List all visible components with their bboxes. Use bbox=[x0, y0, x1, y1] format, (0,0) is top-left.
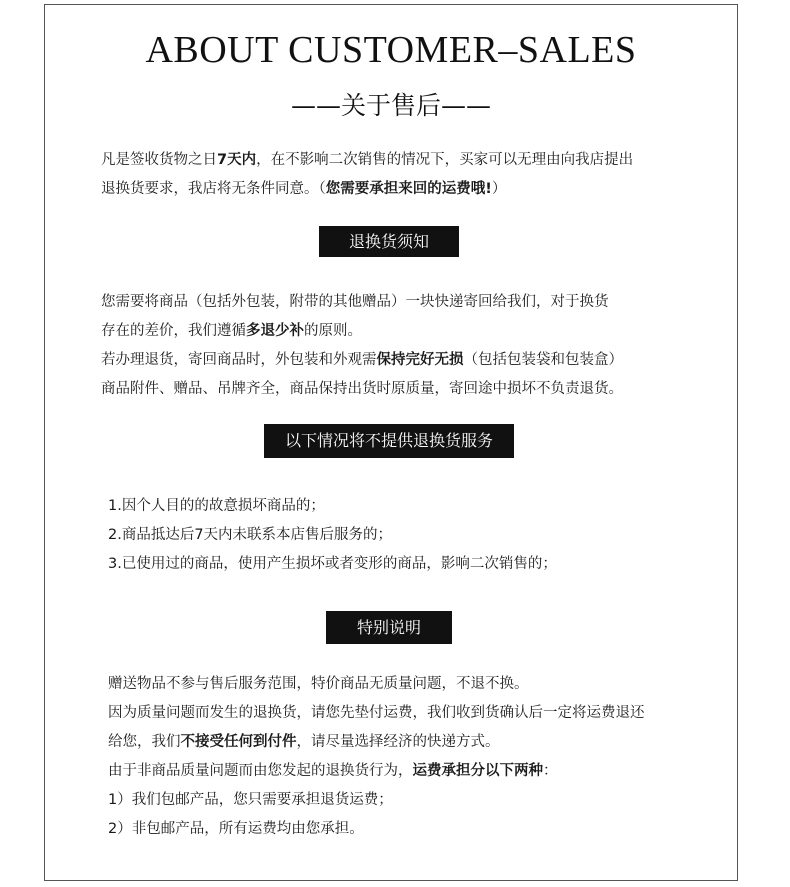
intro-highlight: 7天内 bbox=[217, 152, 257, 168]
body-text: 给您，我们 bbox=[108, 734, 181, 750]
list-item: 2.商品抵达后7天内未联系本店售后服务的； bbox=[108, 527, 393, 543]
return-notice-line bbox=[101, 317, 623, 346]
body-text: 的原则。 bbox=[304, 323, 362, 339]
page-subtitle: ——关于售后—— bbox=[290, 91, 491, 120]
body-text: 由于非商品质量问题而由您发起的退换货行为， bbox=[108, 763, 413, 779]
intro-text: ，在不影响二次销售的情况下，买家可以无理由向我店提出 bbox=[256, 152, 634, 168]
body-highlight: 多退少补 bbox=[246, 323, 304, 339]
intro-highlight: 您需要承担来回的运费哦! bbox=[325, 181, 492, 197]
intro-line-1 bbox=[101, 146, 633, 175]
return-notice-line: 您需要将商品（包括外包装，附带的其他赠品）一块快递寄回给我们，对于换货 bbox=[101, 294, 609, 310]
intro-paragraph bbox=[101, 146, 633, 204]
intro-line-2 bbox=[101, 175, 633, 204]
list-item: 3.已使用过的商品，使用产生损坏或者变形的商品，影响二次销售的； bbox=[108, 556, 557, 572]
body-highlight: 不接受任何到付件 bbox=[180, 734, 297, 750]
special-notes-line: 因为质量问题而发生的退换货，请您先垫付运费，我们收到货确认后一定将运费退还 bbox=[108, 705, 645, 721]
special-notes-paragraph bbox=[108, 670, 645, 844]
special-notes-line: 1）我们包邮产品，您只需要承担退货运费； bbox=[108, 792, 393, 808]
body-text: （包括包装袋和包装盒） bbox=[463, 352, 623, 368]
body-text: ，请尽量选择经济的快递方式。 bbox=[296, 734, 500, 750]
page-title: ABOUT CUSTOMER–SALES bbox=[145, 29, 637, 71]
body-text: 存在的差价，我们遵循 bbox=[101, 323, 246, 339]
special-notes-line bbox=[108, 728, 645, 757]
body-text: 若办理退货，寄回商品时，外包装和外观需 bbox=[101, 352, 377, 368]
body-text: ： bbox=[543, 763, 558, 779]
body-highlight: 运费承担分以下两种 bbox=[412, 763, 543, 779]
special-notes-line bbox=[108, 757, 645, 786]
section-heading-return-notice: 退换货须知 bbox=[319, 226, 459, 257]
intro-text: ） bbox=[491, 181, 507, 197]
list-item: 1.因个人目的的故意损坏商品的； bbox=[108, 498, 325, 514]
section-heading-no-return-cases: 以下情况将不提供退换货服务 bbox=[264, 424, 514, 458]
return-notice-line bbox=[101, 346, 623, 375]
intro-text: 退换货要求，我店将无条件同意。（ bbox=[101, 181, 326, 197]
no-return-list bbox=[108, 492, 557, 579]
return-notice-line: 商品附件、赠品、吊牌齐全，商品保持出货时原质量，寄回途中损坏不负责退货。 bbox=[101, 381, 623, 397]
section-heading-special-notes: 特别说明 bbox=[326, 611, 452, 644]
return-notice-paragraph bbox=[101, 288, 623, 404]
body-highlight: 保持完好无损 bbox=[376, 352, 464, 368]
special-notes-line: 赠送物品不参与售后服务范围，特价商品无质量问题，不退不换。 bbox=[108, 676, 529, 692]
special-notes-line: 2）非包邮产品，所有运费均由您承担。 bbox=[108, 821, 364, 837]
intro-text: 凡是签收货物之日 bbox=[101, 152, 217, 168]
